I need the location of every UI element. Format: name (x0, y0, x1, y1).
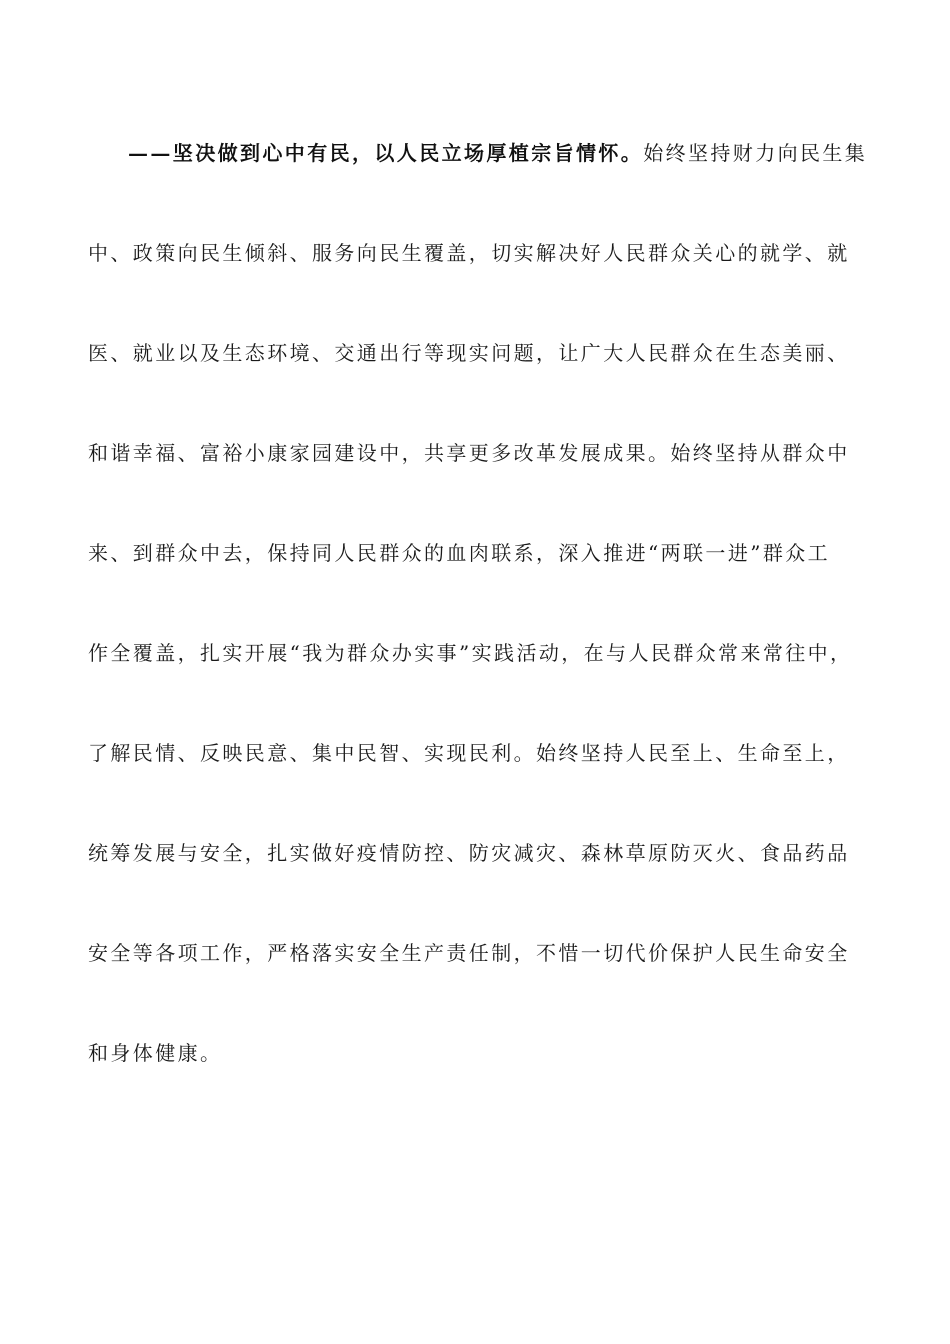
line-text: 作全覆盖，扎实开展“我为群众办实事”实践活动，在与人民群众常来常往中， (88, 641, 853, 665)
line-text: 和身体健康。 (88, 1041, 223, 1065)
paragraph (88, 128, 868, 1128)
paragraph-line-2 (88, 228, 863, 328)
paragraph-line-6 (88, 628, 863, 728)
paragraph-line-10 (88, 1028, 863, 1128)
paragraph-line-7 (88, 728, 863, 828)
line-text: 和谐幸福、富裕小康家园建设中，共享更多改革发展成果。始终坚持从群众中 (88, 441, 850, 465)
line-text: 始终坚持财力向民生集 (643, 141, 868, 165)
paragraph-line-8 (88, 828, 863, 928)
line-text: 中、政策向民生倾斜、服务向民生覆盖，切实解决好人民群众关心的就学、就 (88, 241, 850, 265)
line-text: 医、就业以及生态环境、交通出行等现实问题，让广大人民群众在生态美丽、 (88, 341, 850, 365)
line-text: 了解民情、反映民意、集中民智、实现民利。始终坚持人民至上、生命至上， (88, 741, 850, 765)
paragraph-line-3 (88, 328, 863, 428)
paragraph-line-5 (88, 528, 863, 628)
paragraph-line-9 (88, 928, 863, 1028)
bold-heading-phrase: ——坚决做到心中有民，以人民立场厚植宗旨情怀。 (128, 141, 644, 165)
line-text: 来、到群众中去，保持同人民群众的血肉联系，深入推进“两联一进”群众工 (88, 541, 831, 565)
line-text: 安全等各项工作，严格落实安全生产责任制，不惜一切代价保护人民生命安全 (88, 941, 850, 965)
paragraph-line-1 (88, 128, 868, 228)
paragraph-line-4 (88, 428, 863, 528)
line-text: 统筹发展与安全，扎实做好疫情防控、防灾减灾、森林草原防灭火、食品药品 (88, 841, 850, 865)
